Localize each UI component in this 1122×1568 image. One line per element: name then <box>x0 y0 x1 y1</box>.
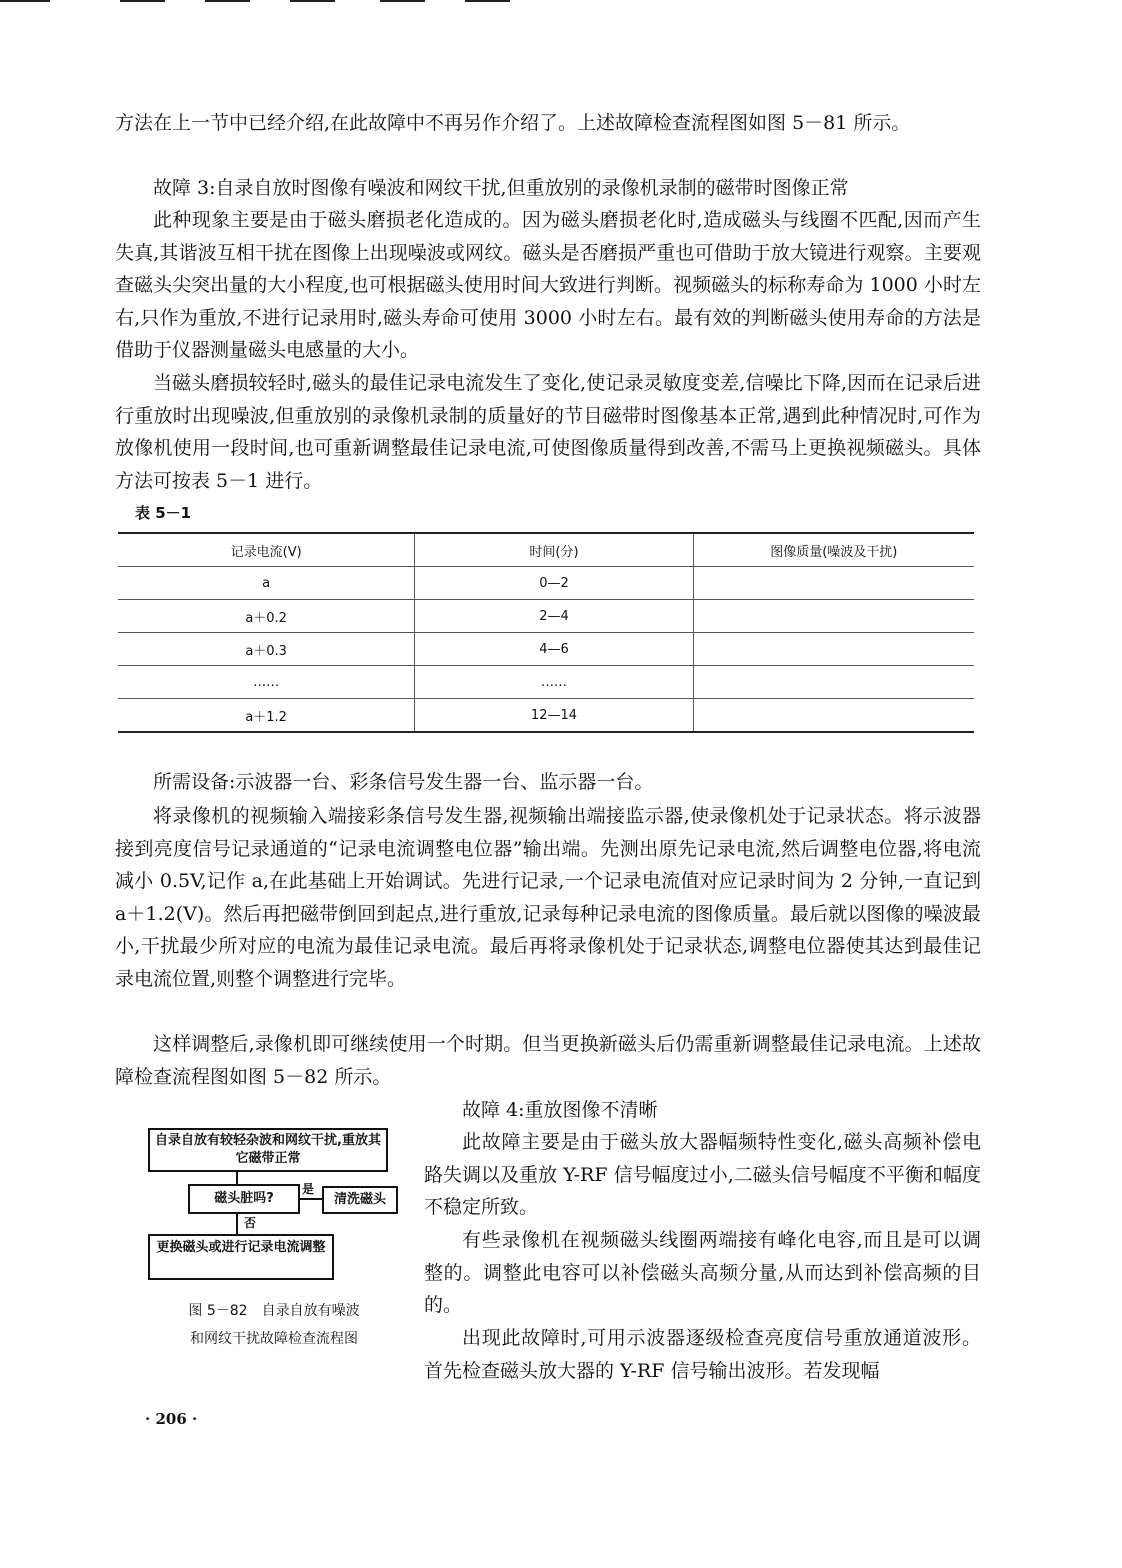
fault-4-heading: 故障 4:重放图像不清晰 <box>462 1099 658 1121</box>
figure-caption-line-1: 图 5－82 自录自放有噪波 <box>188 1303 360 1319</box>
table-cell-current: …… <box>118 666 415 699</box>
table-cell-quality <box>693 699 974 733</box>
right-paragraph-1: 此故障主要是由于磁头放大器幅频特性变化,磁头高频补偿电路失调以及重放 Y-RF 信号幅度过小,二磁头信号幅度不平衡和幅度不稳定所致。 <box>424 1131 981 1218</box>
table-cell-time: 2—4 <box>415 600 693 633</box>
table-header-current: 记录电流(V) <box>118 533 415 567</box>
flow-box-replace-heads: 更换磁头或进行记录电流调整 <box>148 1234 334 1280</box>
flow-box-question: 磁头脏吗? <box>188 1184 300 1214</box>
paragraph-equipment: 所需设备:示波器一台、彩条信号发生器一台、监示器一台。 <box>153 771 654 793</box>
flowchart-5-82 <box>140 1128 400 1288</box>
fault-3-heading: 故障 3:自录自放时图像有噪波和网纹干扰,但重放别的录像机录制的磁带时图像正常 <box>153 177 849 199</box>
table-row <box>118 666 974 699</box>
flow-connector <box>300 1198 322 1200</box>
table-caption: 表 5－1 <box>135 504 192 522</box>
flow-box-symptom: 自录自放有较轻杂波和网纹干扰,重放其它磁带正常 <box>148 1128 388 1172</box>
table-row <box>118 567 974 600</box>
paragraph-1: 方法在上一节中已经介绍,在此故障中不再另作介绍了。上述故障检查流程图如图 5－81 所示。 <box>115 112 911 134</box>
flow-connector <box>236 1172 238 1184</box>
top-edge-marks <box>0 0 1122 6</box>
table-row <box>118 699 974 733</box>
table-cell-quality <box>693 633 974 666</box>
paragraph-7: 这样调整后,录像机即可继续使用一个时期。但当更换新磁头后仍需重新调整最佳记录电流。上述故障检查流程图如图 5－82 所示。 <box>115 1033 981 1088</box>
table-header-row <box>118 533 974 567</box>
flow-no-label: 否 <box>244 1216 257 1230</box>
paragraph-4: 当磁头磨损较轻时,磁头的最佳记录电流发生了变化,使记录灵敏度变差,信噪比下降,因而在记录后进行重放时出现噪波,但重放别的录像机录制的质量好的节目磁带时图像基本正常,遇到此种情况时,可作为放像机使用一段时间,也可重新调整最佳记录电流,可使图像质量得到改善,不需马上更换视频磁头。具体方法可按表 5－1 进行。 <box>115 372 981 492</box>
paragraph-3: 此种现象主要是由于磁头磨损老化造成的。因为磁头磨损老化时,造成磁头与线圈不匹配,因而产生失真,其谐波互相干扰在图像上出现噪波或网纹。磁头是否磨损严重也可借助于放大镜进行观察。主要观查磁头尖突出量的大小程度,也可根据磁头使用时间大致进行判断。视频磁头的标称寿命为 1000 小时左右,只作为重放,不进行记录用时,磁头寿命可使用 3000 小时左右。最有效的判断磁头使用寿命的方法是借助于仪器测量磁头电感量的大小。 <box>115 209 981 361</box>
table-cell-quality <box>693 567 974 600</box>
table-cell-current: a＋0.2 <box>118 600 415 633</box>
table-row <box>118 633 974 666</box>
table-cell-time: 0—2 <box>415 567 693 600</box>
right-paragraph-2: 有些录像机在视频磁头线圈两端接有峰化电容,而且是可以调整的。调整此电容可以补偿磁头高频分量,从而达到补偿高频的目的。 <box>424 1229 981 1316</box>
table-cell-current: a＋0.3 <box>118 633 415 666</box>
table-cell-time: 12—14 <box>415 699 693 733</box>
figure-caption-line-2: 和网纹干扰故障检查流程图 <box>190 1331 358 1347</box>
table-row <box>118 600 974 633</box>
flow-yes-label: 是 <box>302 1182 315 1196</box>
table-cell-time: 4—6 <box>415 633 693 666</box>
page-number: · 206 · <box>145 1410 198 1428</box>
table-cell-quality <box>693 666 974 699</box>
table-cell-time: …… <box>415 666 693 699</box>
table-header-time: 时间(分) <box>415 533 693 567</box>
record-current-table <box>118 532 974 733</box>
table-header-quality: 图像质量(噪波及干扰) <box>693 533 974 567</box>
right-paragraph-3: 出现此故障时,可用示波器逐级检查亮度信号重放通道波形。首先检查磁头放大器的 Y-RF 信号输出波形。若发现幅 <box>424 1327 981 1382</box>
table-cell-current: a＋1.2 <box>118 699 415 733</box>
table-cell-quality <box>693 600 974 633</box>
flow-connector <box>236 1214 238 1234</box>
flow-box-clean-heads: 清洗磁头 <box>322 1186 398 1214</box>
paragraph-procedure: 将录像机的视频输入端接彩条信号发生器,视频输出端接监示器,使录像机处于记录状态。将示波器接到亮度信号记录通道的“记录电流调整电位器”输出端。先测出原先记录电流,然后调整电位器,将电流减小 0.5V,记作 a,在此基础上开始调试。先进行记录,一个记录电流值对应记录时间为 2 分钟,一直记到 a＋1.2(V)。然后再把磁带倒回到起点,进行重放,记录每种记录电流的图像质量。最后就以图像的噪波最小,干扰最少所对应的电流为最佳记录电流。最后再将录像机处于记录状态,调整电位器使其达到最佳记录电流位置,则整个调整进行完毕。 <box>115 805 981 990</box>
table-cell-current: a <box>118 567 415 600</box>
